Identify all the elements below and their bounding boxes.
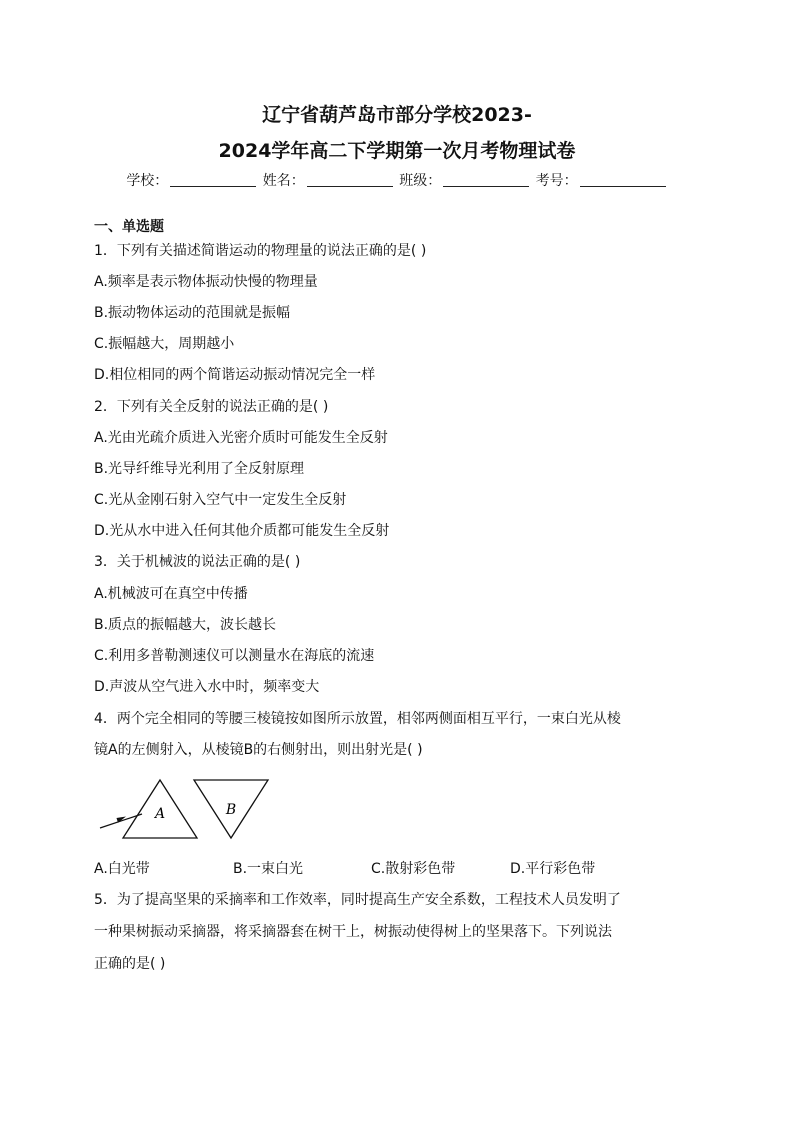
q5-stem-line2: 一种果树振动采摘器，将采摘器套在树干上，树振动使得树上的坚果落下。下列说法 [94,924,612,940]
q2-stem: 2．下列有关全反射的说法正确的是( ) [94,399,329,415]
q3-stem: 3．关于机械波的说法正确的是( ) [94,554,301,570]
class-blank[interactable] [443,172,529,187]
prism-b-label: B [225,802,237,818]
q3-option-a: A.机械波可在真空中传播 [94,586,248,602]
prism-a-label: A [154,806,166,822]
q3-option-b: B.质点的振幅越大，波长越长 [94,617,277,633]
q1-option-c: C.振幅越大，周期越小 [94,336,235,352]
exam-title-line1: 辽宁省葫芦岛市部分学校2023- [262,104,532,126]
q2-option-b: B.光导纤维导光利用了全反射原理 [94,461,305,477]
q2-option-a: A.光由光疏介质进入光密介质时可能发生全反射 [94,430,388,446]
prism-figure [96,774,276,844]
q1-option-d: D.相位相同的两个简谐运动振动情况完全一样 [94,367,376,383]
student-info-row [0,170,794,190]
q4-option-b: B.一束白光 [233,861,304,877]
name-label: 姓名： [262,173,305,189]
q2-option-d: D.光从水中进入任何其他介质都可能发生全反射 [94,523,390,539]
q5-stem-line3: 正确的是( ) [94,956,166,972]
q4-stem-line1: 4．两个完全相同的等腰三棱镜按如图所示放置，相邻两侧面相互平行，一束白光从棱 [94,711,621,727]
q1-option-b: B.振动物体运动的范围就是振幅 [94,305,291,321]
q1-stem: 1．下列有关描述简谐运动的物理量的说法正确的是( ) [94,243,427,259]
q3-option-d: D.声波从空气进入水中时，频率变大 [94,679,320,695]
q4-stem-line2: 镜A的左侧射入，从棱镜B的右侧射出，则出射光是( ) [94,742,423,758]
section-title: 一、单选题 [94,219,164,235]
q3-option-c: C.利用多普勒测速仪可以测量水在海底的流速 [94,648,375,664]
class-label: 班级： [399,173,442,189]
q5-stem-line1: 5．为了提高坚果的采摘率和工作效率，同时提高生产安全系数，工程技术人员发明了 [94,892,621,908]
name-blank[interactable] [307,172,393,187]
school-blank[interactable] [170,172,256,187]
light-ray-arrow [100,814,142,828]
q2-option-c: C.光从金刚石射入空气中一定发生全反射 [94,492,347,508]
exam-title-line2: 2024学年高二下学期第一次月考物理试卷 [218,140,576,162]
exam-number-blank[interactable] [580,172,666,187]
school-label: 学校： [126,173,169,189]
q4-option-c: C.散射彩色带 [371,861,456,877]
q4-option-a: A.白光带 [94,861,150,877]
q4-option-d: D.平行彩色带 [510,861,596,877]
q1-option-a: A.频率是表示物体振动快慢的物理量 [94,274,318,290]
exam-number-label: 考号： [535,173,578,189]
